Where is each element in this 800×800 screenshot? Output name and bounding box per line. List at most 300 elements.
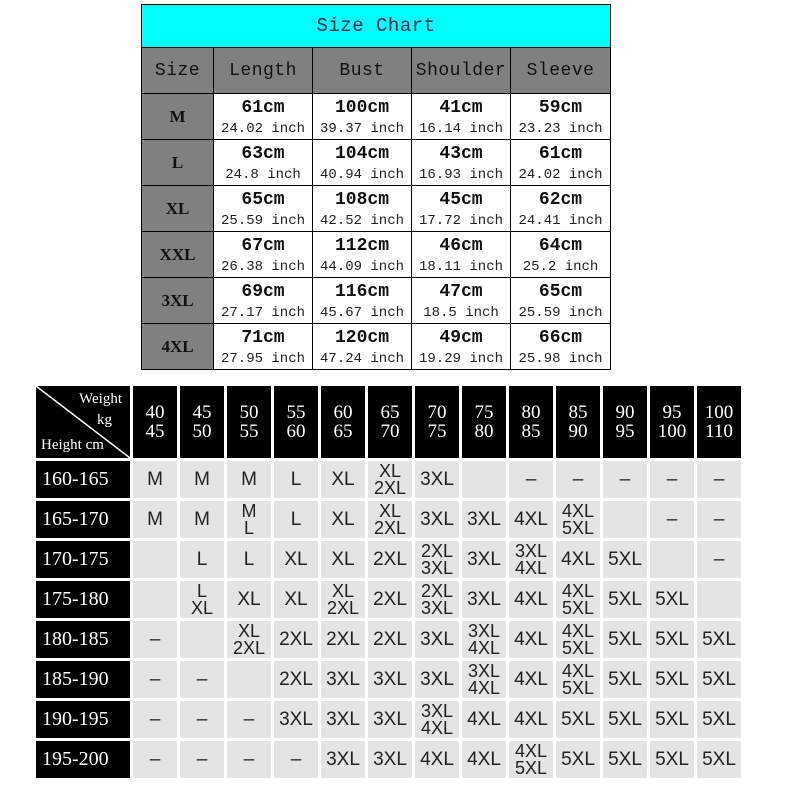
size-value: 4XL bbox=[561, 580, 595, 601]
weight-min: 55 bbox=[286, 402, 306, 423]
weight-range-header bbox=[697, 386, 741, 458]
cm-value: 116cm bbox=[334, 282, 389, 302]
size-value: 4XL bbox=[561, 500, 595, 521]
height-range-label: 185-190 bbox=[36, 661, 130, 698]
recommended-size-cell bbox=[227, 501, 271, 538]
size-row bbox=[142, 186, 611, 232]
recommended-size-cell bbox=[415, 581, 459, 618]
recommended-size-cell bbox=[180, 661, 224, 698]
size-value: 4XL bbox=[514, 629, 548, 650]
recommended-size-cell bbox=[556, 621, 600, 658]
inch-value: 25.59 inch bbox=[220, 213, 305, 229]
recommended-size-cell bbox=[509, 461, 553, 498]
size-value: 3XL bbox=[467, 620, 501, 641]
size-value: – bbox=[713, 469, 725, 490]
size-label: 3XL bbox=[142, 278, 214, 324]
recommended-size-cell bbox=[650, 501, 694, 538]
measurement-cell bbox=[313, 278, 412, 324]
recommended-size-cell bbox=[133, 661, 177, 698]
weight-range-header bbox=[321, 386, 365, 458]
size-value: 3XL bbox=[467, 660, 501, 681]
recommended-size-cell bbox=[462, 661, 506, 698]
recommended-size-cell bbox=[556, 541, 600, 578]
cm-value: 43cm bbox=[439, 144, 483, 164]
cm-value: 104cm bbox=[334, 144, 389, 164]
recommended-size-cell bbox=[603, 621, 647, 658]
size-value: 4XL bbox=[561, 620, 595, 641]
recommended-size-cell bbox=[321, 501, 365, 538]
inch-value: 42.52 inch bbox=[319, 213, 404, 229]
cm-value: 41cm bbox=[439, 98, 483, 118]
size-value: – bbox=[149, 669, 161, 690]
weight-min: 65 bbox=[380, 402, 400, 423]
cm-value: 65cm bbox=[241, 190, 285, 210]
recommended-size-cell bbox=[462, 581, 506, 618]
size-value: 3XL bbox=[420, 629, 454, 650]
recommended-size-cell bbox=[415, 701, 459, 738]
column-header-sleeve: Sleeve bbox=[511, 48, 611, 94]
size-value: 2XL bbox=[326, 597, 360, 618]
size-value: 5XL bbox=[655, 709, 689, 730]
inch-value: 44.09 inch bbox=[319, 259, 404, 275]
recommended-size-cell bbox=[697, 501, 741, 538]
size-label: XXL bbox=[142, 232, 214, 278]
inch-value: 39.37 inch bbox=[319, 121, 404, 137]
column-header-length: Length bbox=[214, 48, 313, 94]
cm-value: 61cm bbox=[538, 144, 583, 164]
size-value: 2XL bbox=[232, 637, 266, 658]
inch-value: 19.29 inch bbox=[418, 351, 503, 367]
size-value: 3XL bbox=[279, 709, 313, 730]
size-value: 4XL bbox=[514, 509, 548, 530]
hw-header-row bbox=[36, 386, 741, 458]
inch-value: 18.5 inch bbox=[423, 305, 499, 321]
recommended-size-cell bbox=[603, 461, 647, 498]
size-value: – bbox=[666, 469, 678, 490]
corner-kg-label: kg bbox=[97, 412, 112, 428]
recommended-size-cell bbox=[368, 501, 412, 538]
weight-range-header bbox=[133, 386, 177, 458]
weight-range-header bbox=[227, 386, 271, 458]
cm-value: 65cm bbox=[538, 282, 583, 302]
size-value: 3XL bbox=[420, 557, 454, 578]
recommended-size-cell bbox=[462, 701, 506, 738]
height-weight-chart-table bbox=[33, 383, 744, 781]
weight-min: 70 bbox=[427, 402, 447, 423]
size-value: XL bbox=[378, 460, 402, 481]
recommended-size-cell bbox=[556, 661, 600, 698]
recommended-size-cell bbox=[509, 661, 553, 698]
inch-value: 25.2 inch bbox=[522, 259, 599, 275]
recommended-size-cell bbox=[603, 701, 647, 738]
size-value: 4XL bbox=[514, 589, 548, 610]
size-value: 4XL bbox=[514, 669, 548, 690]
recommended-size-cell bbox=[650, 661, 694, 698]
size-value: 5XL bbox=[702, 629, 736, 650]
size-value: 5XL bbox=[561, 597, 595, 618]
size-value: M bbox=[147, 509, 163, 530]
size-value: 5XL bbox=[561, 709, 595, 730]
recommended-size-cell bbox=[415, 661, 459, 698]
size-label: L bbox=[142, 140, 214, 186]
recommended-size-cell bbox=[133, 501, 177, 538]
cm-value: 69cm bbox=[241, 282, 285, 302]
column-header-shoulder: Shoulder bbox=[412, 48, 511, 94]
recommended-size-cell bbox=[509, 701, 553, 738]
size-value: – bbox=[243, 709, 255, 730]
height-row bbox=[36, 461, 741, 498]
cm-value: 61cm bbox=[241, 98, 285, 118]
recommended-size-cell bbox=[180, 701, 224, 738]
recommended-size-cell bbox=[509, 501, 553, 538]
recommended-size-cell bbox=[462, 461, 506, 498]
weight-max: 100 bbox=[657, 421, 687, 442]
size-label: M bbox=[142, 94, 214, 140]
size-value: 3XL bbox=[420, 669, 454, 690]
inch-value: 23.23 inch bbox=[518, 121, 603, 137]
size-value: – bbox=[713, 509, 725, 530]
size-value: L bbox=[196, 549, 208, 570]
size-value: 5XL bbox=[608, 709, 642, 730]
size-value: – bbox=[149, 749, 161, 770]
measurement-cell bbox=[313, 94, 412, 140]
recommended-size-cell bbox=[556, 461, 600, 498]
recommended-size-cell bbox=[697, 541, 741, 578]
size-value: XL bbox=[190, 597, 214, 618]
size-value: 3XL bbox=[514, 540, 548, 561]
measurement-cell bbox=[412, 140, 511, 186]
size-value: 5XL bbox=[655, 589, 689, 610]
corner-weight-label: Weight bbox=[79, 391, 122, 407]
size-row bbox=[142, 94, 611, 140]
size-value: 3XL bbox=[420, 700, 454, 721]
size-value: – bbox=[149, 709, 161, 730]
size-value: 3XL bbox=[420, 469, 454, 490]
weight-min: 80 bbox=[521, 402, 541, 423]
size-value: 3XL bbox=[326, 709, 360, 730]
size-row bbox=[142, 140, 611, 186]
measurement-cell bbox=[511, 186, 611, 232]
size-value: 3XL bbox=[467, 549, 501, 570]
size-value: 4XL bbox=[561, 549, 595, 570]
recommended-size-cell bbox=[227, 701, 271, 738]
size-value: – bbox=[619, 469, 631, 490]
height-range-label: 190-195 bbox=[36, 701, 130, 738]
recommended-size-cell bbox=[133, 461, 177, 498]
recommended-size-cell bbox=[274, 501, 318, 538]
size-value: 4XL bbox=[467, 709, 501, 730]
size-value: – bbox=[196, 709, 208, 730]
column-header-size: Size bbox=[142, 48, 214, 94]
cm-value: 66cm bbox=[538, 328, 583, 348]
weight-min: 60 bbox=[333, 402, 353, 423]
size-value: 5XL bbox=[608, 629, 642, 650]
height-range-label: 175-180 bbox=[36, 581, 130, 618]
recommended-size-cell bbox=[415, 741, 459, 778]
size-value: – bbox=[196, 749, 208, 770]
inch-value: 26.38 inch bbox=[220, 259, 305, 275]
height-row bbox=[36, 741, 741, 778]
recommended-size-cell bbox=[415, 621, 459, 658]
recommended-size-cell bbox=[321, 581, 365, 618]
inch-value: 25.59 inch bbox=[518, 305, 603, 321]
weight-min: 50 bbox=[239, 402, 259, 423]
size-value: M bbox=[194, 509, 210, 530]
recommended-size-cell bbox=[133, 741, 177, 778]
weight-min: 85 bbox=[568, 402, 588, 423]
recommended-size-cell bbox=[321, 541, 365, 578]
weight-range-header bbox=[650, 386, 694, 458]
cm-value: 112cm bbox=[334, 236, 389, 256]
height-row bbox=[36, 541, 741, 578]
inch-value: 18.11 inch bbox=[418, 259, 503, 275]
recommended-size-cell bbox=[227, 661, 271, 698]
size-value: 3XL bbox=[420, 597, 454, 618]
size-value: 4XL bbox=[420, 749, 454, 770]
cm-value: 71cm bbox=[241, 328, 285, 348]
size-value: XL bbox=[331, 580, 355, 601]
measurement-cell bbox=[214, 94, 313, 140]
size-value: XL bbox=[284, 589, 308, 610]
size-value: 5XL bbox=[608, 549, 642, 570]
cm-value: 49cm bbox=[439, 328, 483, 348]
inch-value: 24.41 inch bbox=[518, 213, 603, 229]
size-chart-table bbox=[141, 4, 611, 370]
measurement-cell bbox=[511, 140, 611, 186]
weight-range-header bbox=[180, 386, 224, 458]
inch-value: 24.02 inch bbox=[518, 167, 603, 183]
size-value: – bbox=[196, 669, 208, 690]
size-value: 5XL bbox=[608, 669, 642, 690]
recommended-size-cell bbox=[368, 541, 412, 578]
recommended-size-cell bbox=[603, 741, 647, 778]
measurement-cell bbox=[412, 232, 511, 278]
recommended-size-cell bbox=[650, 541, 694, 578]
size-value: 5XL bbox=[608, 589, 642, 610]
size-value: M bbox=[147, 469, 163, 490]
recommended-size-cell bbox=[603, 501, 647, 538]
cm-value: 59cm bbox=[538, 98, 583, 118]
recommended-size-cell bbox=[603, 581, 647, 618]
recommended-size-cell bbox=[321, 741, 365, 778]
measurement-cell bbox=[214, 140, 313, 186]
inch-value: 40.94 inch bbox=[319, 167, 404, 183]
size-value: M bbox=[241, 500, 257, 521]
size-value: – bbox=[666, 509, 678, 530]
recommended-size-cell bbox=[650, 581, 694, 618]
recommended-size-cell bbox=[697, 661, 741, 698]
height-range-label: 180-185 bbox=[36, 621, 130, 658]
recommended-size-cell bbox=[556, 501, 600, 538]
recommended-size-cell bbox=[556, 701, 600, 738]
measurement-cell bbox=[313, 324, 412, 370]
weight-min: 100 bbox=[704, 402, 734, 423]
weight-range-header bbox=[509, 386, 553, 458]
size-value: – bbox=[572, 469, 584, 490]
recommended-size-cell bbox=[697, 581, 741, 618]
size-value: 3XL bbox=[373, 749, 407, 770]
height-row bbox=[36, 621, 741, 658]
recommended-size-cell bbox=[321, 701, 365, 738]
inch-value: 27.95 inch bbox=[220, 351, 305, 367]
size-value: XL bbox=[378, 500, 402, 521]
size-value: 2XL bbox=[373, 629, 407, 650]
size-value: – bbox=[713, 549, 725, 570]
size-value: 3XL bbox=[326, 669, 360, 690]
weight-max: 90 bbox=[568, 421, 588, 442]
height-range-label: 165-170 bbox=[36, 501, 130, 538]
recommended-size-cell bbox=[697, 741, 741, 778]
weight-max: 50 bbox=[192, 421, 212, 442]
weight-min: 45 bbox=[192, 402, 212, 423]
height-range-label: 160-165 bbox=[36, 461, 130, 498]
size-value: 2XL bbox=[373, 517, 407, 538]
size-value: 5XL bbox=[655, 669, 689, 690]
recommended-size-cell bbox=[462, 501, 506, 538]
size-value: 5XL bbox=[514, 757, 548, 778]
recommended-size-cell bbox=[180, 621, 224, 658]
measurement-cell bbox=[412, 94, 511, 140]
size-row bbox=[142, 324, 611, 370]
size-value: M bbox=[241, 469, 257, 490]
measurement-cell bbox=[511, 94, 611, 140]
size-chart-body bbox=[142, 94, 611, 370]
weight-max: 55 bbox=[239, 421, 259, 442]
size-value: – bbox=[525, 469, 537, 490]
cm-value: 100cm bbox=[334, 98, 389, 118]
size-value: 4XL bbox=[467, 749, 501, 770]
measurement-cell bbox=[412, 324, 511, 370]
recommended-size-cell bbox=[556, 741, 600, 778]
measurement-cell bbox=[412, 186, 511, 232]
recommended-size-cell bbox=[462, 621, 506, 658]
size-value: – bbox=[149, 629, 161, 650]
measurement-cell bbox=[214, 324, 313, 370]
cm-value: 62cm bbox=[538, 190, 583, 210]
recommended-size-cell bbox=[556, 581, 600, 618]
recommended-size-cell bbox=[133, 701, 177, 738]
recommended-size-cell bbox=[133, 581, 177, 618]
size-label: XL bbox=[142, 186, 214, 232]
hw-corner-cell bbox=[36, 386, 130, 458]
recommended-size-cell bbox=[180, 501, 224, 538]
height-row bbox=[36, 581, 741, 618]
weight-range-header bbox=[274, 386, 318, 458]
weight-range-header bbox=[415, 386, 459, 458]
recommended-size-cell bbox=[650, 621, 694, 658]
recommended-size-cell bbox=[462, 741, 506, 778]
size-value: M bbox=[194, 469, 210, 490]
height-row bbox=[36, 701, 741, 738]
size-value: 3XL bbox=[326, 749, 360, 770]
recommended-size-cell bbox=[509, 541, 553, 578]
recommended-size-cell bbox=[368, 581, 412, 618]
recommended-size-cell bbox=[274, 581, 318, 618]
size-value: 5XL bbox=[655, 749, 689, 770]
recommended-size-cell bbox=[603, 661, 647, 698]
size-value: 2XL bbox=[420, 580, 454, 601]
size-value: 5XL bbox=[655, 629, 689, 650]
size-value: 5XL bbox=[702, 749, 736, 770]
height-range-label: 170-175 bbox=[36, 541, 130, 578]
recommended-size-cell bbox=[509, 581, 553, 618]
weight-max: 45 bbox=[145, 421, 165, 442]
recommended-size-cell bbox=[368, 741, 412, 778]
measurement-cell bbox=[313, 186, 412, 232]
recommended-size-cell bbox=[650, 741, 694, 778]
corner-height-label: Height cm bbox=[41, 437, 104, 453]
weight-max: 95 bbox=[615, 421, 635, 442]
height-row bbox=[36, 501, 741, 538]
inch-value: 24.8 inch bbox=[225, 167, 301, 183]
size-value: – bbox=[290, 749, 302, 770]
recommended-size-cell bbox=[180, 461, 224, 498]
size-value: 2XL bbox=[279, 629, 313, 650]
recommended-size-cell bbox=[368, 661, 412, 698]
measurement-cell bbox=[313, 140, 412, 186]
size-value: 4XL bbox=[514, 709, 548, 730]
height-row bbox=[36, 661, 741, 698]
recommended-size-cell bbox=[227, 461, 271, 498]
inch-value: 17.72 inch bbox=[418, 213, 503, 229]
recommended-size-cell bbox=[650, 461, 694, 498]
recommended-size-cell bbox=[227, 541, 271, 578]
weight-range-header bbox=[368, 386, 412, 458]
size-value: L bbox=[290, 509, 302, 530]
size-value: 5XL bbox=[608, 749, 642, 770]
measurement-cell bbox=[511, 278, 611, 324]
size-value: 3XL bbox=[373, 669, 407, 690]
cm-value: 64cm bbox=[538, 236, 583, 256]
recommended-size-cell bbox=[274, 621, 318, 658]
weight-max: 70 bbox=[380, 421, 400, 442]
recommended-size-cell bbox=[697, 621, 741, 658]
size-value: L bbox=[290, 469, 302, 490]
size-label: 4XL bbox=[142, 324, 214, 370]
recommended-size-cell bbox=[650, 701, 694, 738]
recommended-size-cell bbox=[180, 581, 224, 618]
cm-value: 46cm bbox=[439, 236, 483, 256]
recommended-size-cell bbox=[274, 541, 318, 578]
size-value: 4XL bbox=[561, 660, 595, 681]
weight-min: 75 bbox=[474, 402, 494, 423]
size-value: 2XL bbox=[373, 477, 407, 498]
size-value: 4XL bbox=[467, 637, 501, 658]
size-value: 2XL bbox=[326, 629, 360, 650]
size-value: 4XL bbox=[420, 717, 454, 738]
size-value: 2XL bbox=[279, 669, 313, 690]
recommended-size-cell bbox=[227, 741, 271, 778]
size-value: 5XL bbox=[561, 637, 595, 658]
recommended-size-cell bbox=[227, 621, 271, 658]
size-value: L bbox=[196, 580, 207, 601]
size-value: 3XL bbox=[420, 509, 454, 530]
measurement-cell bbox=[214, 278, 313, 324]
size-value: XL bbox=[331, 549, 355, 570]
measurement-cell bbox=[214, 186, 313, 232]
size-value: 5XL bbox=[561, 517, 595, 538]
size-value: 3XL bbox=[467, 589, 501, 610]
weight-min: 90 bbox=[615, 402, 635, 423]
cm-value: 67cm bbox=[241, 236, 285, 256]
recommended-size-cell bbox=[509, 741, 553, 778]
weight-max: 75 bbox=[427, 421, 447, 442]
column-header-bust: Bust bbox=[313, 48, 412, 94]
recommended-size-cell bbox=[603, 541, 647, 578]
cm-value: 108cm bbox=[334, 190, 389, 210]
weight-max: 110 bbox=[705, 421, 733, 442]
inch-value: 25.98 inch bbox=[518, 351, 603, 367]
